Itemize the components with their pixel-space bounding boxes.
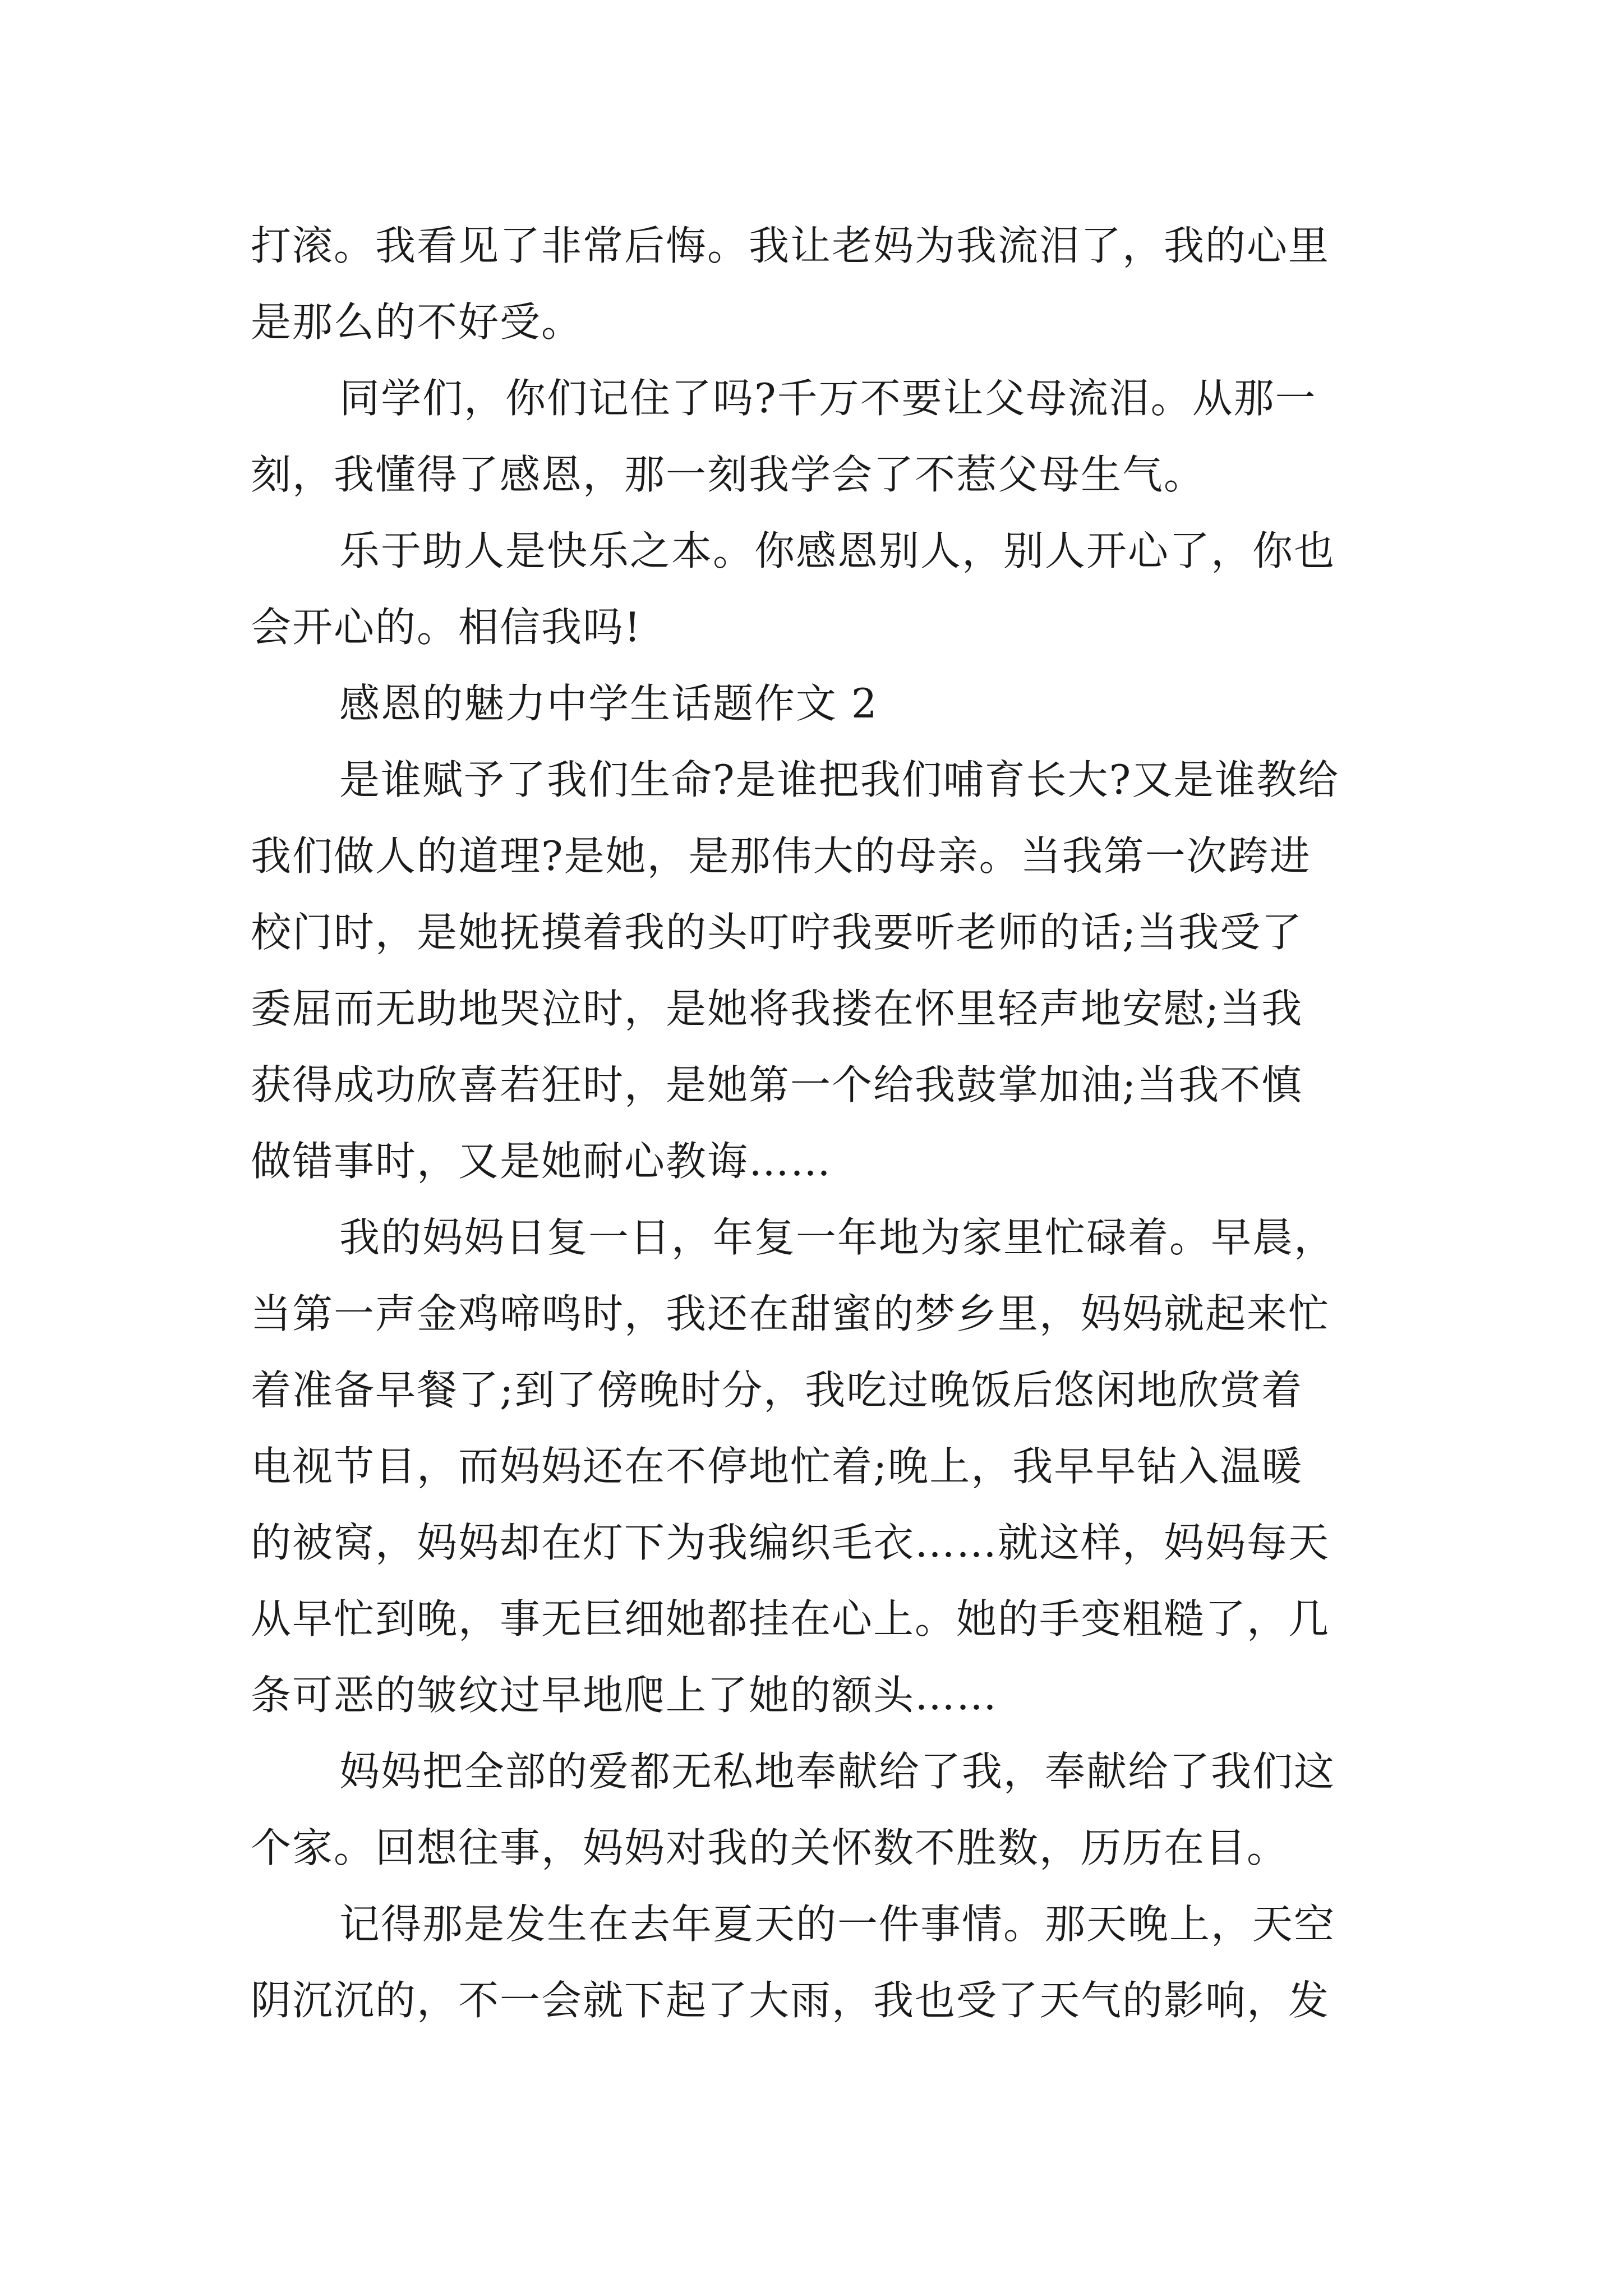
text-line: 校门时，是她抚摸着我的头叮咛我要听老师的话;当我受了 <box>251 909 1303 956</box>
text-line: 打滚。我看见了非常后悔。我让老妈为我流泪了，我的心里 <box>251 222 1330 269</box>
text-line: 我的妈妈日复一日，年复一年地为家里忙碌着。早晨， <box>339 1214 1336 1261</box>
text-line: 妈妈把全部的爱都无私地奉献给了我，奉献给了我们这 <box>339 1748 1336 1795</box>
text-line: 电视节目，而妈妈还在不停地忙着;晚上，我早早钻入温暖 <box>251 1443 1303 1490</box>
text-line: 感恩的魅力中学生话题作文 2 <box>339 680 878 727</box>
text-line: 当第一声金鸡啼鸣时，我还在甜蜜的梦乡里，妈妈就起来忙 <box>251 1290 1330 1337</box>
text-line: 同学们，你们记住了吗?千万不要让父母流泪。从那一 <box>339 375 1317 422</box>
text-line: 的被窝，妈妈却在灯下为我编织毛衣……就这样，妈妈每天 <box>251 1519 1330 1566</box>
text-line: 刻，我懂得了感恩，那一刻我学会了不惹父母生气。 <box>251 451 1206 498</box>
text-line: 会开心的。相信我吗! <box>251 604 642 651</box>
text-line: 我们做人的道理?是她，是那伟大的母亲。当我第一次跨进 <box>251 832 1311 880</box>
text-line: 做错事时，又是她耐心教诲…… <box>251 1138 832 1185</box>
text-line: 获得成功欣喜若狂时，是她第一个给我鼓掌加油;当我不慎 <box>251 1061 1303 1108</box>
text-line: 阴沉沉的，不一会就下起了大雨，我也受了天气的影响，发 <box>251 1977 1330 2024</box>
text-line: 委屈而无助地哭泣时，是她将我搂在怀里轻声地安慰;当我 <box>251 985 1303 1032</box>
text-line: 记得那是发生在去年夏天的一件事情。那天晚上，天空 <box>339 1901 1336 1948</box>
text-line: 条可恶的皱纹过早地爬上了她的额头…… <box>251 1672 998 1719</box>
text-line: 个家。回想往事，妈妈对我的关怀数不胜数，历历在目。 <box>251 1824 1289 1871</box>
text-line: 是谁赋予了我们生命?是谁把我们哺育长大?又是谁教给 <box>339 756 1340 803</box>
document-body <box>251 208 1395 2039</box>
text-line: 着准备早餐了;到了傍晚时分，我吃过晚饭后悠闲地欣赏着 <box>251 1366 1303 1414</box>
text-line: 是那么的不好受。 <box>251 298 583 346</box>
text-line: 乐于助人是快乐之本。你感恩别人，别人开心了，你也 <box>339 527 1336 574</box>
text-line: 从早忙到晚，事无巨细她都挂在心上。她的手变粗糙了，几 <box>251 1595 1330 1642</box>
